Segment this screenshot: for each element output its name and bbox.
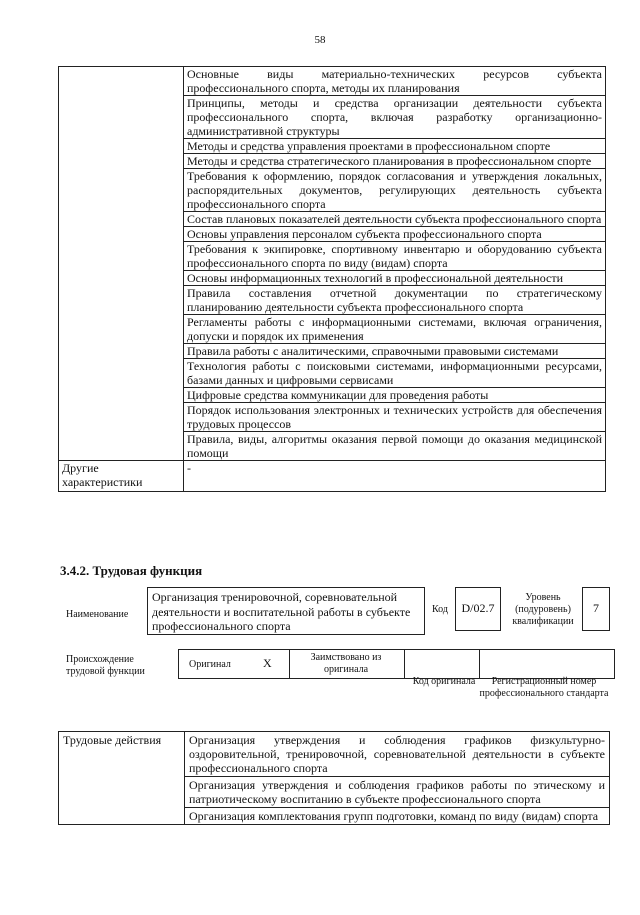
labor-action: Организация комплектования групп подготовки, команд по виду (видам) спорта <box>185 808 610 825</box>
function-name: Организация тренировочной, соревновательной деятельности и воспитательной работы в субъекте профессионального спорта <box>152 590 411 633</box>
reg-number-label: Регистрационный номер профессионального стандарта <box>479 676 609 699</box>
knowledge-item: Регламенты работы с информационными системами, включая ограничения, допуски и порядок их применения <box>184 315 606 344</box>
knowledge-item: Основы управления персоналом субъекта профессионального спорта <box>184 227 606 242</box>
other-value: - <box>184 461 606 492</box>
code-label: Код <box>432 604 448 615</box>
knowledge-item: Технология работы с поисковыми системами, информационными ресурсами, базами данных и цифровыми сервисами <box>184 359 606 388</box>
knowledge-item: Состав плановых показателей деятельности субъекта профессионального спорта <box>184 212 606 227</box>
knowledge-item: Требования к оформлению, порядок согласования и утверждения локальных, распорядительных документов, регулирующих деятельность субъекта профессионального спорта <box>184 169 606 212</box>
divider <box>289 650 290 678</box>
name-label: Наименование <box>66 609 129 620</box>
knowledge-item: Принципы, методы и средства организации деятельности субъекта профессионального спорта, включая разработку организационно-административной структуры <box>184 96 606 139</box>
knowledge-item: Цифровые средства коммуникации для проведения работы <box>184 388 606 403</box>
name-box <box>147 587 425 635</box>
origin-row <box>178 649 615 679</box>
other-label: Другие характеристики <box>59 461 184 492</box>
knowledge-item: Основы информационных технологий в профессиональной деятельности <box>184 271 606 286</box>
level-label: Уровень (подуровень) квалификации <box>512 592 574 627</box>
page-number: 58 <box>314 34 326 46</box>
labor-action: Организация утверждения и соблюдения графиков работы по этическому и патриотическому воспитанию в субъекте профессионального спорта <box>185 777 610 808</box>
knowledge-row <box>59 67 606 96</box>
original-label: Оригинал <box>189 659 231 670</box>
knowledge-item: Правила, виды, алгоритмы оказания первой помощи до оказания медицинской помощи <box>184 432 606 461</box>
labor-action: Организация утверждения и соблюдения графиков физкультурно-оздоровительной, тренировочной, соревновательной деятельности в субъекте профессионального спорта <box>185 732 610 777</box>
labor-actions-table <box>58 731 610 825</box>
knowledge-left-cell <box>59 67 184 461</box>
knowledge-item: Порядок использования электронных и технических устройств для обеспечения трудовых процессов <box>184 403 606 432</box>
origin-label: Происхождение трудовой функции <box>66 654 145 677</box>
divider <box>404 650 405 678</box>
knowledge-item: Методы и средства управления проектами в профессиональном спорте <box>184 139 606 154</box>
borrowed-label: Заимствовано из оригинала <box>310 652 382 675</box>
required-knowledge-table <box>58 66 606 492</box>
labor-action-row <box>59 732 610 777</box>
original-mark: X <box>263 656 272 670</box>
knowledge-item: Правила работы с аналитическими, справочными правовыми системами <box>184 344 606 359</box>
knowledge-item: Правила составления отчетной документации по стратегическому планированию деятельности субъекта профессионального спорта <box>184 286 606 315</box>
other-characteristics-row <box>59 461 606 492</box>
knowledge-item: Методы и средства стратегического планирования в профессиональном спорте <box>184 154 606 169</box>
knowledge-item: Основные виды материально-технических ресурсов субъекта профессионального спорта, методы их планирования <box>184 67 606 96</box>
knowledge-item: Требования к экипировке, спортивному инвентарю и оборудованию субъекта профессионального спорта по виду (видам) спорта <box>184 242 606 271</box>
section-heading: 3.4.2. Трудовая функция <box>60 563 203 578</box>
actions-label: Трудовые действия <box>59 732 185 825</box>
divider <box>479 650 480 678</box>
code-value: D/02.7 <box>455 587 501 631</box>
code-original-label: Код оригинала <box>412 676 476 687</box>
level-value: 7 <box>582 587 610 631</box>
